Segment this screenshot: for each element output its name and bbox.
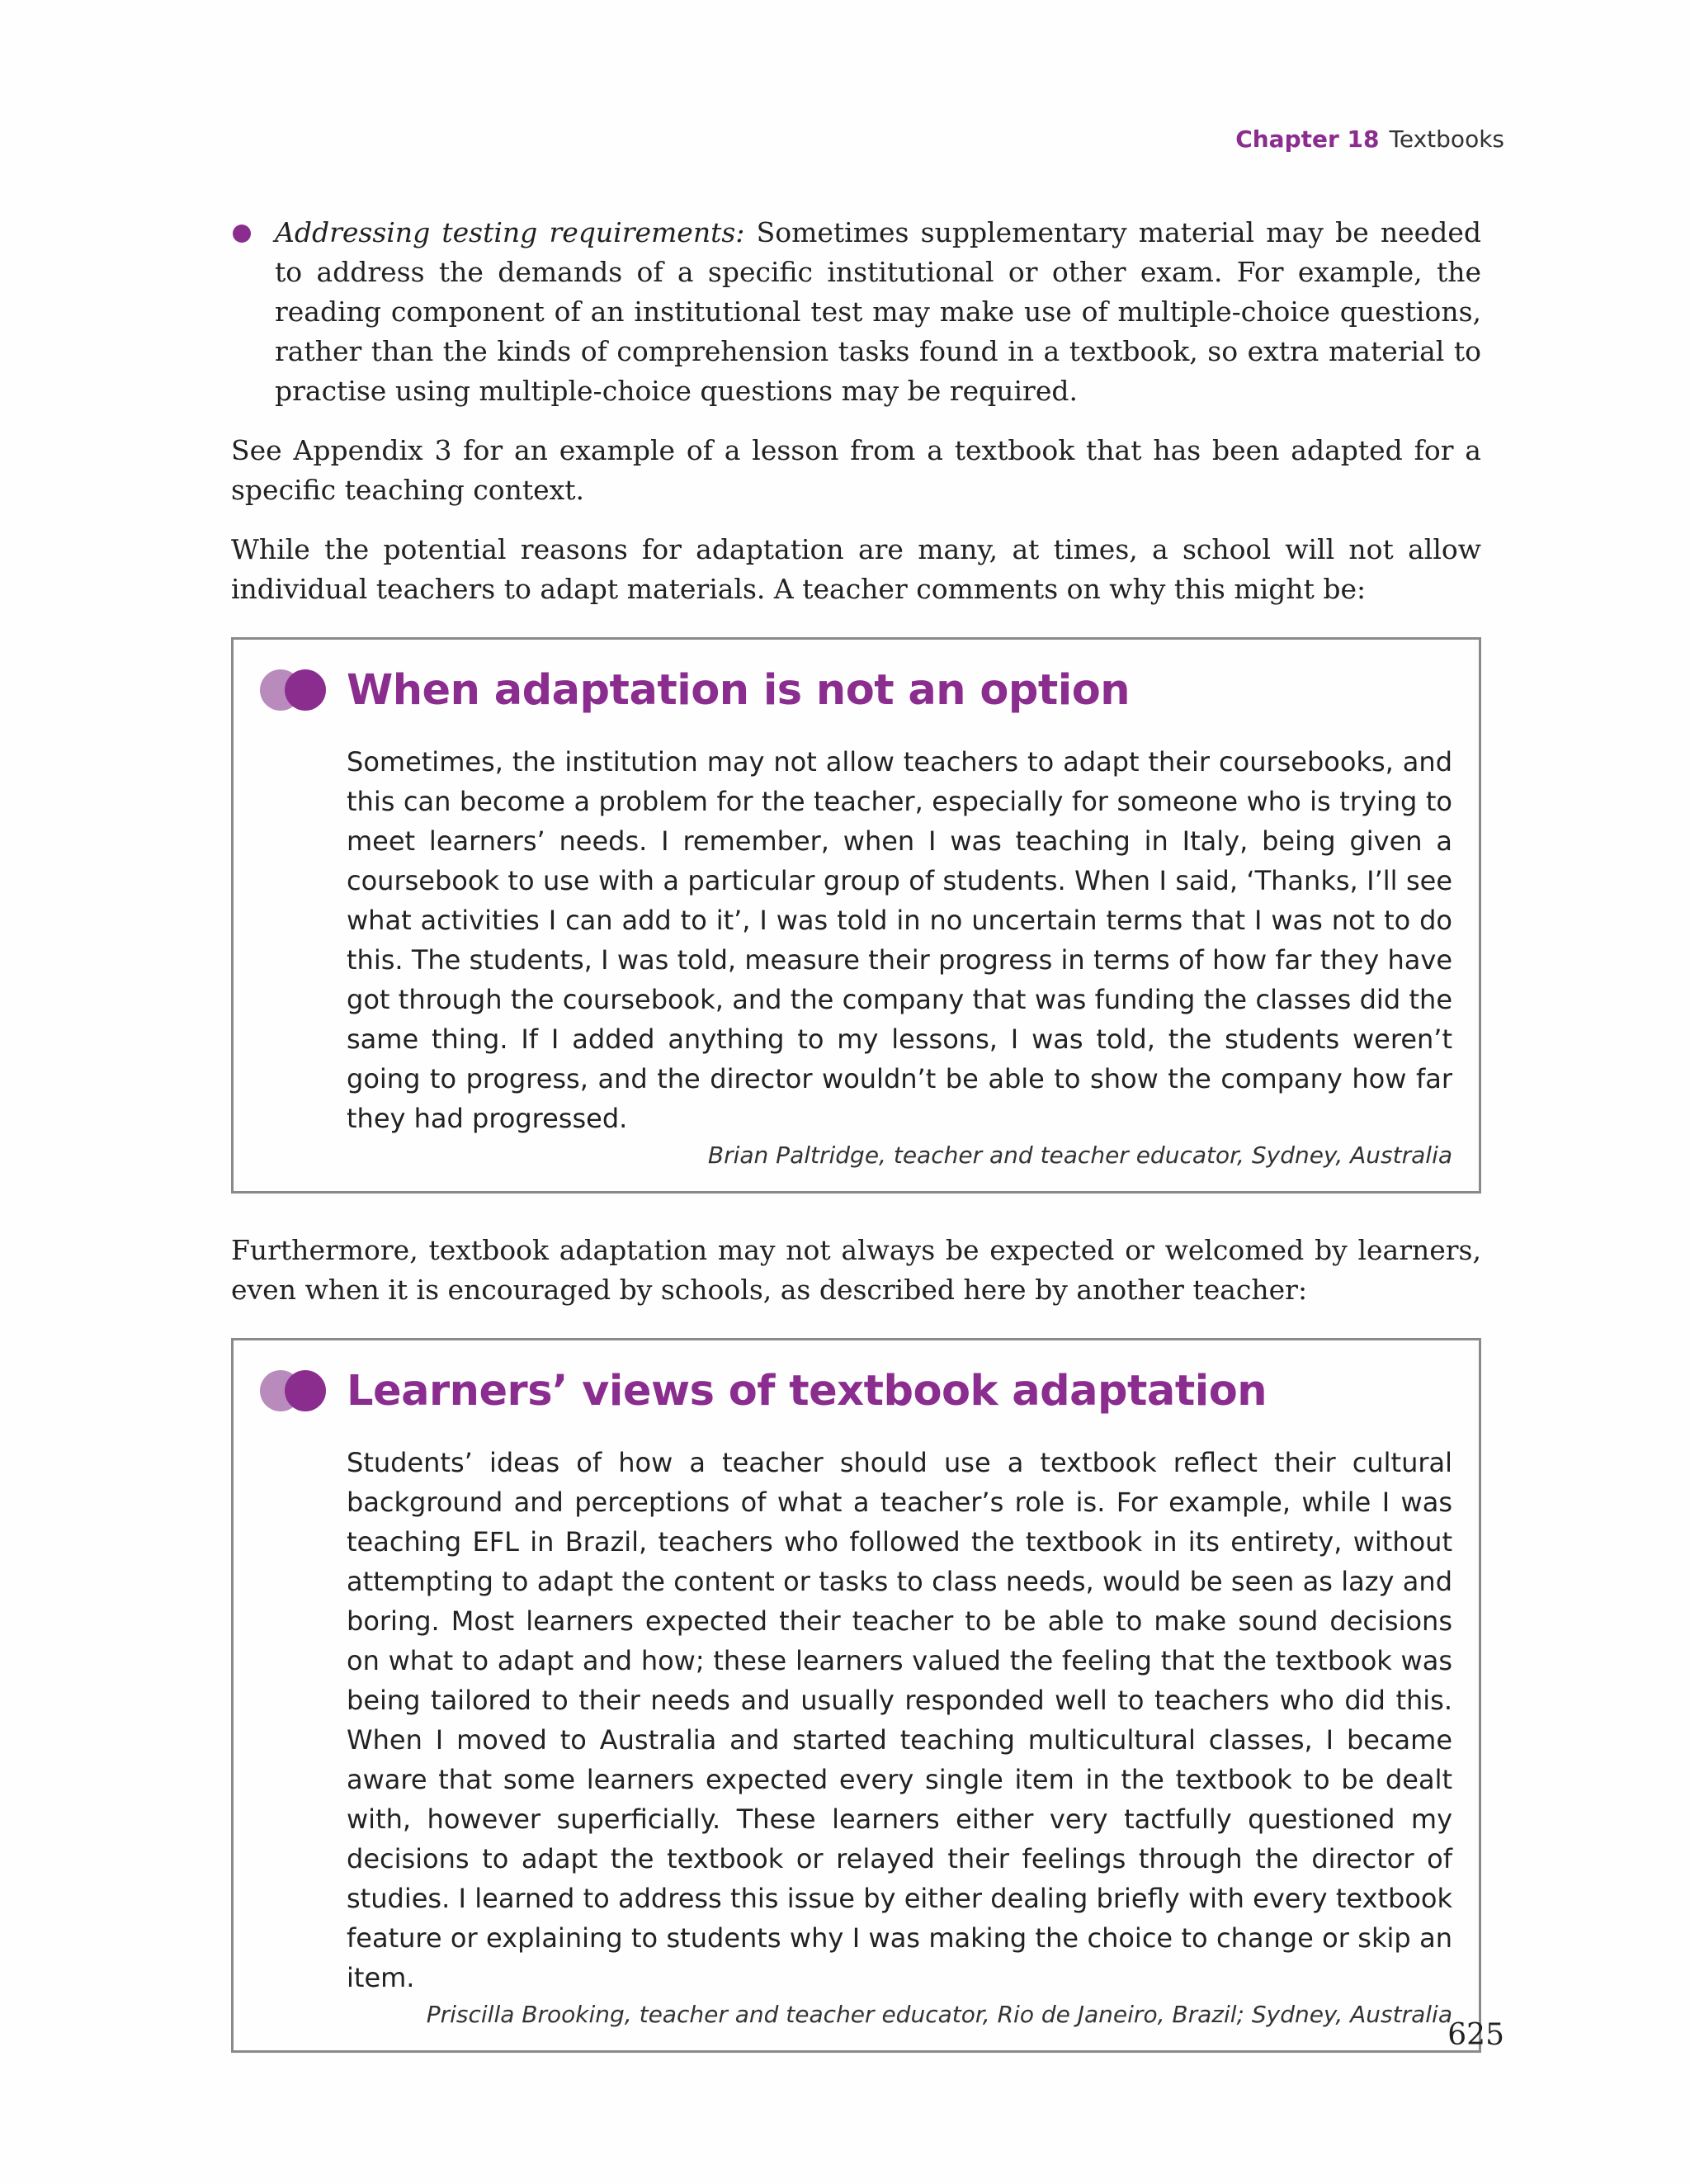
- box-body: Students’ ideas of how a teacher should use a textbook reflect their cultural background and perceptions of what a teacher’s role is. For example, while I was teaching EFL in Brazil, teachers who followed the textbook in its entirety, without attempting to adapt the content or tasks to class needs, would be seen as lazy and boring. Most learners expected their teacher to be able to make sound decisions on what to adapt and how; these learners valued the feeling that the textbook was being tailored to their needs and usually responded well to teachers who did this. When I moved to Australia and started teaching multicultural classes, I became aware that some learners expected every single item in the textbook to be dealt with, however superficially. These learners either very tactfully questioned my decisions to adapt the textbook or relayed their feelings through the director of studies. I learned to address this issue by either dealing briefly with every textbook feature or explaining to students why I was making the choice to change or skip an item.: [347, 1447, 1452, 1993]
- box-credit: Priscilla Brooking, teacher and teacher educator, Rio de Janeiro, Brazil; Sydney, Australia: [426, 2001, 1452, 2028]
- box-header: [260, 1362, 1452, 1420]
- bullet-dot-icon: [233, 225, 251, 243]
- bullet-text: Sometimes supplementary material may be needed to address the demands of a specific institutional or other exam. For example, the reading component of an institutional test may make use of multiple-choice questions, rather than the kinds of comprehension tasks found in a textbook, so extra material to practise using multiple-choice questions may be required.: [275, 216, 1481, 407]
- paragraph-appendix: See Appendix 3 for an example of a lesson from a textbook that has been adapted for a specific teaching context.: [231, 434, 1481, 506]
- bullet-lead: Addressing testing requirements:: [275, 216, 745, 248]
- running-head: [1235, 125, 1504, 153]
- feature-box-adaptation-not-option: [231, 637, 1481, 1194]
- paragraph-adaptation-reasons: While the potential reasons for adaptation are many, at times, a school will not allow individual teachers to adapt materials. A teacher comments on why this might be:: [231, 533, 1481, 605]
- double-circle-icon: [260, 668, 330, 712]
- paragraph-learner-expectations: Furthermore, textbook adaptation may not always be expected or welcomed by learners, even when it is encouraged by schools, as described here by another teacher:: [231, 1234, 1481, 1306]
- chapter-title: Textbooks: [1389, 125, 1504, 153]
- bullet-item: [231, 213, 1481, 411]
- feature-box-learners-views: [231, 1338, 1481, 2053]
- box-title: Learners’ views of textbook adaptation: [347, 1366, 1268, 1416]
- chapter-label: Chapter 18: [1235, 125, 1380, 153]
- page-content: [231, 213, 1481, 2090]
- page-number: 625: [1447, 2018, 1504, 2052]
- box-credit: Brian Paltridge, teacher and teacher educator, Sydney, Australia: [707, 1142, 1452, 1169]
- box-title: When adaptation is not an option: [347, 665, 1131, 715]
- bullet-paragraph: [275, 213, 1481, 411]
- double-circle-icon: [260, 1369, 330, 1413]
- box-body: Sometimes, the institution may not allow teachers to adapt their coursebooks, and this can become a problem for the teacher, especially for someone who is trying to meet learners’ needs. I remember, when I was teaching in Italy, being given a coursebook to use with a particular group of students. When I said, ‘Thanks, I’ll see what activities I can add to it’, I was told in no uncertain terms that I was not to do this. The students, I was told, measure their progress in terms of how far they have got through the coursebook, and the company that was funding the classes did the same thing. If I added anything to my lessons, I was told, the students weren’t going to progress, and the director wouldn’t be able to show the company how far they had progressed.: [347, 746, 1452, 1134]
- box-header: [260, 661, 1452, 719]
